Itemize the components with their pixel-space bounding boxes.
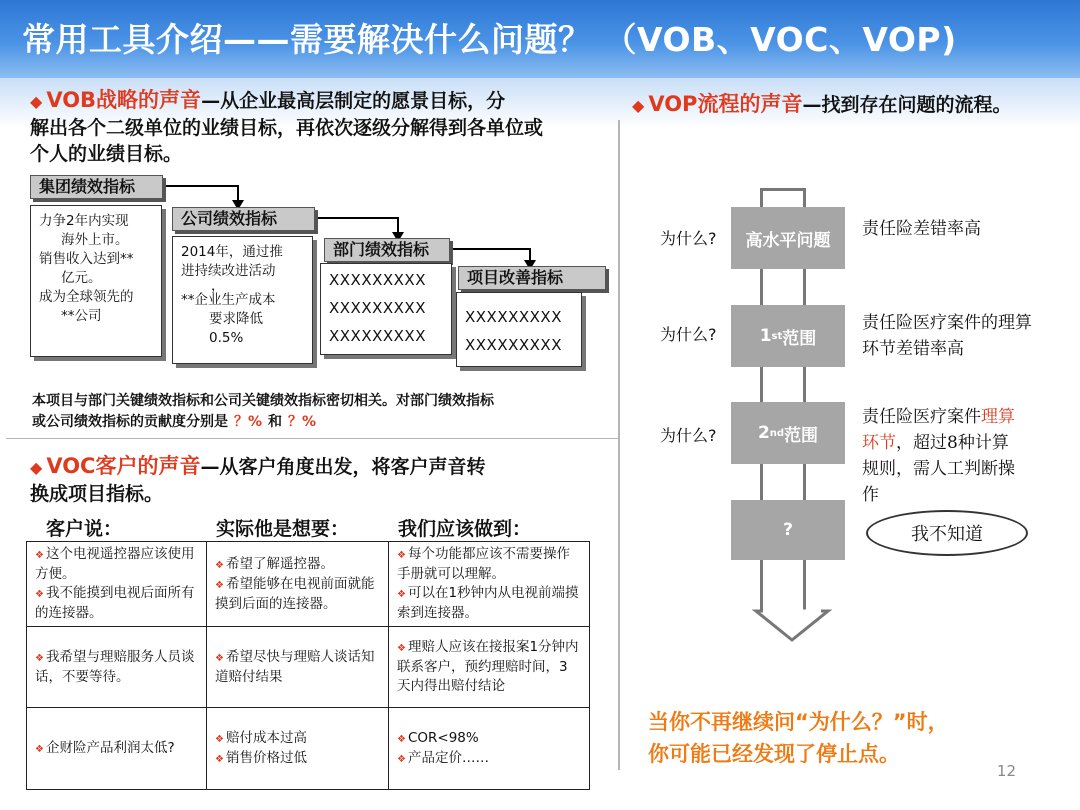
list-item [215,749,380,769]
list-item [35,545,198,584]
step-desc-line: 责任险医疗案件的理算 [862,313,1032,333]
step-second-scope [731,402,845,464]
voc-heading [30,452,615,482]
cell-text: COR<98% [407,729,479,746]
group-kpi-line: 销售收入达到** [39,251,134,267]
list-item [215,555,380,575]
diamond-bullet-icon: ◆ [632,96,645,115]
vob-note-line2 [32,412,316,433]
voc-col-customer: 客户说： [46,518,123,540]
list-item [397,638,581,696]
cell-text: 这个电视遥控器应该使用方便。 [35,546,195,582]
table-cell [207,627,389,708]
table-cell [27,708,207,790]
group-kpi-line: 亿元。 [61,270,102,286]
step-desc: 责任险差错率高 [862,219,981,239]
table-cell [389,708,590,790]
diamond-bullet-icon: ◆ [30,92,43,111]
voc-heading-line2: 换成项目指标。 [30,483,164,505]
table-cell [27,627,207,708]
cell-text: 我希望与理赔服务人员谈话，不要等待。 [35,648,195,685]
table-cell [207,542,389,627]
diamond-bullet-icon: ❖ [397,753,406,765]
list-item [35,584,198,623]
diamond-bullet-icon: ❖ [215,753,224,765]
vob-heading-text: —从企业最高层制定的愿景目标，分 [201,90,506,112]
cell-text: 希望能够在电视前面就能摸到后面的连接器。 [215,575,375,612]
list-item [215,729,380,749]
why-label: 为什么? [660,426,717,445]
step-high-level-problem: 高水平问题 [731,207,845,269]
cell-text: 希望尽快与理赔人谈话知道赔付结果 [215,648,375,685]
desc-text: 责任险医疗案件 [862,407,981,427]
company-kpi-line: 2014年，通过推 [181,244,283,260]
desc-highlight: 理算 [981,407,1015,427]
conclusion-line: 你可能已经发现了停止点。 [648,742,900,766]
desc-text: ，超过8种计算 [896,433,1009,453]
diamond-bullet-icon: ◆ [30,458,43,477]
conclusion [648,706,949,770]
table-cell [389,627,590,708]
step-text: 范围 [784,425,819,446]
cell-text: 产品定价…… [407,749,489,766]
dept-kpi-row: XXXXXXXXX [329,271,426,289]
page-number: 12 [996,762,1016,780]
project-kpi-label: 项目改善指标 [458,266,606,290]
step-desc-line: 规则，需人工判断操 [862,459,1015,479]
company-kpi-line: ， [211,278,225,294]
vob-heading-title: VOB战略的声音 [46,88,202,112]
step-desc-line [862,404,1015,430]
table-row [27,542,590,627]
vob-note-percent-1: ？% [234,414,263,430]
vob-heading-line2: 解出各个二级单位的业绩目标，再依次逐级分解得到各单位或 [30,117,544,139]
cell-text: 企财险产品利润太低? [45,739,175,756]
vob-note-and: 和 [268,414,283,430]
voc-col-wants: 实际他是想要： [216,518,350,540]
why-label: 为什么? [660,229,717,248]
voc-heading-text: —从客户角度出发，将客户声音转 [200,456,486,478]
list-item [397,749,581,769]
list-item [397,729,581,749]
step-desc-line: 作 [862,485,879,505]
table-cell [27,542,207,627]
table-cell [389,542,590,627]
project-kpi-row: XXXXXXXXX [465,336,562,354]
voc-heading-title: VOC客户的声音 [46,454,201,478]
diamond-bullet-icon: ❖ [215,652,224,664]
step-desc-line [862,430,1015,456]
diamond-bullet-icon: ❖ [397,643,406,654]
table-row [27,708,590,790]
dept-kpi-label: 部门绩效指标 [324,238,450,262]
diamond-bullet-icon: ❖ [397,550,406,561]
company-kpi-line: **企业生产成本 [181,292,276,308]
step-text: 1 [759,326,772,346]
group-kpi-label: 集团绩效指标 [30,175,163,199]
step-sup: nd [769,427,785,439]
group-kpi-line: **公司 [61,308,102,324]
process-arrow-head-icon [752,608,832,644]
group-kpi-line: 成为全球领先的 [39,289,134,305]
diamond-bullet-icon: ❖ [215,559,224,571]
group-kpi-line: 海外上市。 [61,232,129,248]
step-first-scope [731,305,845,367]
cell-text: 可以在1秒钟内从电视前端摸索到连接器。 [397,585,579,621]
diamond-bullet-icon: ❖ [35,652,44,664]
company-kpi-line: 0.5% [209,330,244,346]
vob-heading-line3: 个人的业绩目标。 [30,143,183,165]
cell-text: 理赔人应该在接报案1分钟内联系客户，预约理赔时间，3天内得出赔付结论 [397,639,579,694]
horizontal-divider [6,438,618,439]
company-kpi-label: 公司绩效指标 [172,207,315,231]
diamond-bullet-icon: ❖ [215,579,224,591]
dept-kpi-box [320,263,452,355]
conclusion-line: 当你不再继续问“为什么？”时， [648,710,949,734]
list-item [397,584,581,623]
desc-highlight: 环节 [862,433,896,453]
step-sup: st [771,330,783,342]
group-kpi-line: 力争2年内实现 [39,213,129,229]
group-kpi-box [30,205,162,357]
voc-table [26,541,590,790]
list-item [35,648,198,687]
vop-heading [632,90,1011,120]
company-kpi-line: 进持续改进活动 [181,263,276,279]
dept-kpi-row: XXXXXXXXX [329,299,426,317]
cell-text: 每个功能都应该不需要操作手册就可以理解。 [397,546,570,582]
vob-note-line1: 本项目与部门关键绩效指标和公司关键绩效指标密切相关。对部门绩效指标 [32,393,494,409]
dept-kpi-row: XXXXXXXXX [329,327,426,345]
step-desc-line: 环节差错率高 [862,339,964,359]
project-kpi-box [456,292,582,367]
cell-text: 我不能摸到电视后面所有的连接器。 [35,585,195,621]
cell-text: 赔付成本过高 [225,729,307,746]
diamond-bullet-icon: ❖ [397,733,406,745]
list-item [215,575,380,614]
step-desc [862,404,1015,508]
vob-note-percent-2: ？% [288,414,317,430]
vob-note-text: 或公司绩效指标的贡献度分别是 [32,414,228,430]
table-cell [207,708,389,790]
list-item [215,648,380,687]
company-kpi-box [172,236,313,364]
slide-title: 常用工具介绍——需要解决什么问题？ （VOB、VOC、VOP) [22,20,957,59]
cell-text: 销售价格过低 [225,749,307,766]
diamond-bullet-icon: ❖ [397,589,406,600]
company-kpi-line: 要求降低 [209,311,263,327]
step-unknown: ? [731,500,845,560]
diamond-bullet-icon: ❖ [35,550,44,561]
table-row [27,627,590,708]
diamond-bullet-icon: ❖ [35,743,44,755]
step-desc [862,310,1032,362]
step-text: 范围 [782,328,817,349]
vop-heading-title: VOP流程的声音 [648,92,803,116]
vop-heading-text: —找到存在问题的流程。 [802,94,1012,116]
cell-text: 希望了解遥控器。 [225,555,334,572]
dont-know-oval: 我不知道 [866,510,1028,556]
step-text: 2 [757,423,770,443]
diamond-bullet-icon: ❖ [215,733,224,745]
list-item [35,739,198,759]
why-label: 为什么? [660,325,717,344]
list-item [397,545,581,584]
project-kpi-row: XXXXXXXXX [465,308,562,326]
diamond-bullet-icon: ❖ [35,589,44,600]
voc-col-should: 我们应该做到： [398,518,532,540]
